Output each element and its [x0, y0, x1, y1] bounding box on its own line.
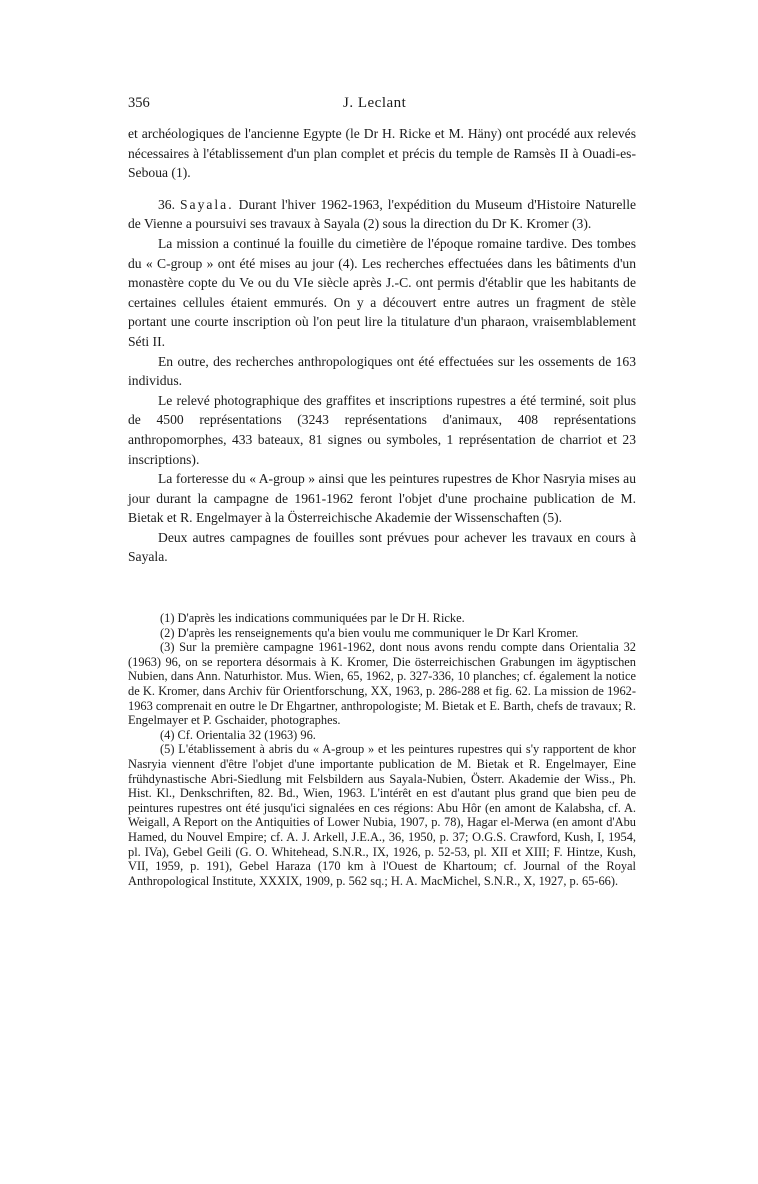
paragraph-4: En outre, des recherches anthropologiques ont été effectuées sur les ossements de 163 individus.	[128, 353, 636, 389]
section-number: 36.	[158, 196, 175, 212]
footnote-1: (1) D'après les indications communiquées par le Dr H. Ricke.	[160, 611, 465, 625]
section-text: Durant l'hiver 1962-1963, l'expédition du Museum d'Histoire Naturelle de Vienne a poursuivi ses travaux à Sayala (2) sous la direction du Dr K. Kromer (3).	[128, 196, 637, 232]
page-header	[128, 95, 636, 117]
footnotes	[128, 611, 636, 888]
running-head: J. Leclant	[343, 95, 407, 111]
footnote-5: (5) L'établissement à abris du « A-group » et les peintures rupestres qui s'y rapportent de khor Nasryia viennent d'être l'objet d'une importante publication de M. Bietak et R. Engelmayer, Eine frühdynastische Abri-Siedlung mit Felsbildern aus Sayala-Nubien, Österr. Akademie der Wiss., Ph. Hist. Kl., Denkschriften, 82. Bd., Wien, 1963. L'intérêt en est d'autant plus grand que bien peu de peintures rupestres ont été jusqu'ici signalées en ces régions: Abu Hôr (en amont de Kalabsha, cf. A. Weigall, A Report on the Antiquities of Lower Nubia, 1907, p. 78), Hagar el-Merwa (en amont d'Abu Hamed, du Nouvel Empire; cf. A. J. Arkell, J.E.A., 36, 1950, p. 37; O.G.S. Crawford, Kush, I, 1954, pl. IVa), Gebel Geili (G. O. Whitehead, S.N.R., IX, 1926, p. 52-53, pl. XII et XIII; F. Hintze, Kush, VII, 1959, p. 191), Gebel Haraza (170 km à l'Ouest de Khartoum; cf. Journal of the Royal Anthropological Institute, XXXIX, 1909, p. 562 sq.; H. A. MacMichel, S.N.R., X, 1927, p. 65-66).	[128, 742, 636, 888]
paragraph-6: La forteresse du « A-group » ainsi que les peintures rupestres de Khor Nasryia mises au jour durant la campagne de 1961-1962 feront l'objet d'une prochaine publication de M. Bietak et R. Engelmayer à la Österreichische Akademie der Wissenschaften (5).	[128, 471, 636, 526]
paragraph-3: La mission a continué la fouille du cimetière de l'époque romaine tardive. Des tombes du « C-group » ont été mises au jour (4). Les recherches effectuées dans les bâtiments d'un monastère copte du Ve ou du VIe siècle après J.-C. ont permis d'établir que les habitants de certaines cellules étaient emmurés. On y a découvert entre autres un fragment de stèle portant une courte inscription où l'on peut lire la titulature d'un pharaon, vraisemblablement Séti II.	[128, 235, 636, 349]
body-text	[128, 124, 636, 567]
paragraph-1: et archéologiques de l'ancienne Egypte (le Dr H. Ricke et M. Häny) ont procédé aux relevés nécessaires à l'établissement d'un plan complet et précis du temple de Ramsès II à Ouadi-es-Seboua (1).	[128, 126, 636, 181]
footnote-4: (4) Cf. Orientalia 32 (1963) 96.	[160, 727, 316, 742]
footnote-3: (3) Sur la première campagne 1961-1962, dont nous avons rendu compte dans Orientalia 32 (1963) 96, on se reportera désormais à K. Kromer, Die österreichischen Grabungen im ägyptischen Nubien, dans Ann. Naturhistor. Mus. Wien, 65, 1962, p. 327-336, 10 planches; cf. également la notice de K. Kromer, dans Archiv für Orientforschung, XX, 1963, p. 286-288 et fig. 62. La mission de 1962-1963 comprenait en outre le Dr Ehgartner, anthropologiste; M. Bietak et E. Barth, chefs de travaux; R. Engelmayer et P. Gschaider, photographes.	[128, 640, 636, 728]
page-number: 356	[128, 95, 150, 111]
paragraph-7: Deux autres campagnes de fouilles sont prévues pour achever les travaux en cours à Sayala.	[128, 529, 636, 565]
footnote-2: (2) D'après les renseignements qu'a bien voulu me communiquer le Dr Karl Kromer.	[160, 625, 579, 640]
paragraph-2	[128, 195, 636, 234]
section-place: Sayala.	[179, 196, 234, 212]
paragraph-5: Le relevé photographique des graffites et inscriptions rupestres a été terminé, soit plus de 4500 représentations (3243 représentations d'animaux, 408 représentations anthropomorphes, 433 bateaux, 81 signes ou symboles, 1 représentation de charriot et 23 inscriptions).	[128, 392, 636, 467]
